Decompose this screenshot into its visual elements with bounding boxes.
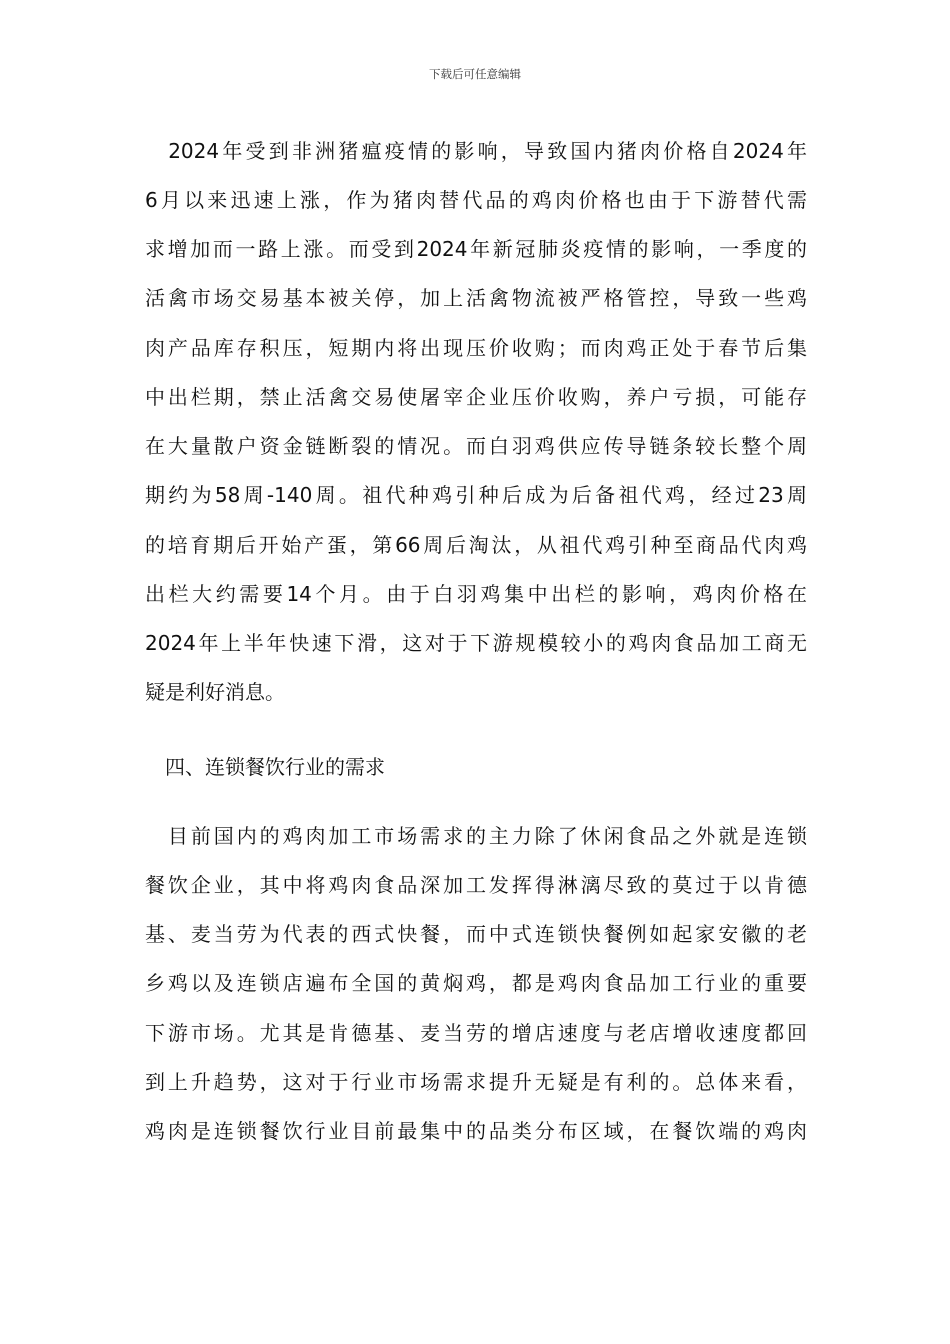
paragraph-1-line-1: 2024年受到非洲猪瘟疫情的影响，导致国内猪肉价格自2024年 bbox=[145, 139, 807, 163]
paragraph-1-line-7: 在大量散户资金链断裂的情况。而白羽鸡供应传导链条较长整个周 bbox=[145, 434, 807, 458]
paragraph-2-line-4: 乡鸡以及连锁店遍布全国的黄焖鸡，都是鸡肉食品加工行业的重要 bbox=[145, 971, 807, 995]
paragraph-1-line-2: 6月以来迅速上涨，作为猪肉替代品的鸡肉价格也由于下游替代需 bbox=[145, 188, 807, 212]
paragraph-2-line-5: 下游市场。尤其是肯德基、麦当劳的增店速度与老店增收速度都回 bbox=[145, 1021, 807, 1045]
page-header: 下载后可任意编辑 bbox=[429, 67, 521, 81]
paragraph-1-line-5: 肉产品库存积压，短期内将出现压价收购；而肉鸡正处于春节后集 bbox=[145, 336, 807, 360]
paragraph-1-line-11: 2024年上半年快速下滑，这对于下游规模较小的鸡肉食品加工商无 bbox=[145, 631, 807, 655]
section-heading: 四、连锁餐饮行业的需求 bbox=[145, 755, 385, 779]
paragraph-1-line-6: 中出栏期，禁止活禽交易使屠宰企业压价收购，养户亏损，可能存 bbox=[145, 385, 807, 409]
paragraph-1-line-8: 期约为58周-140周。祖代种鸡引种后成为后备祖代鸡，经过23周 bbox=[145, 483, 807, 507]
paragraph-2-line-7: 鸡肉是连锁餐饮行业目前最集中的品类分布区域，在餐饮端的鸡肉 bbox=[145, 1119, 807, 1143]
paragraph-1-line-12: 疑是利好消息。 bbox=[145, 680, 285, 704]
paragraph-2-line-3: 基、麦当劳为代表的西式快餐，而中式连锁快餐例如起家安徽的老 bbox=[145, 922, 807, 946]
paragraph-1-line-4: 活禽市场交易基本被关停，加上活禽物流被严格管控，导致一些鸡 bbox=[145, 286, 807, 310]
paragraph-2-line-6: 到上升趋势，这对于行业市场需求提升无疑是有利的。总体来看， bbox=[145, 1070, 807, 1094]
paragraph-2-line-1: 目前国内的鸡肉加工市场需求的主力除了休闲食品之外就是连锁 bbox=[145, 824, 807, 848]
paragraph-1-line-9: 的培育期后开始产蛋，第66周后淘汰，从祖代鸡引种至商品代肉鸡 bbox=[145, 533, 807, 557]
paragraph-2-line-2: 餐饮企业，其中将鸡肉食品深加工发挥得淋漓尽致的莫过于以肯德 bbox=[145, 873, 807, 897]
paragraph-1-line-3: 求增加而一路上涨。而受到2024年新冠肺炎疫情的影响，一季度的 bbox=[145, 237, 807, 261]
paragraph-1-line-10: 出栏大约需要14个月。由于白羽鸡集中出栏的影响，鸡肉价格在 bbox=[145, 582, 807, 606]
